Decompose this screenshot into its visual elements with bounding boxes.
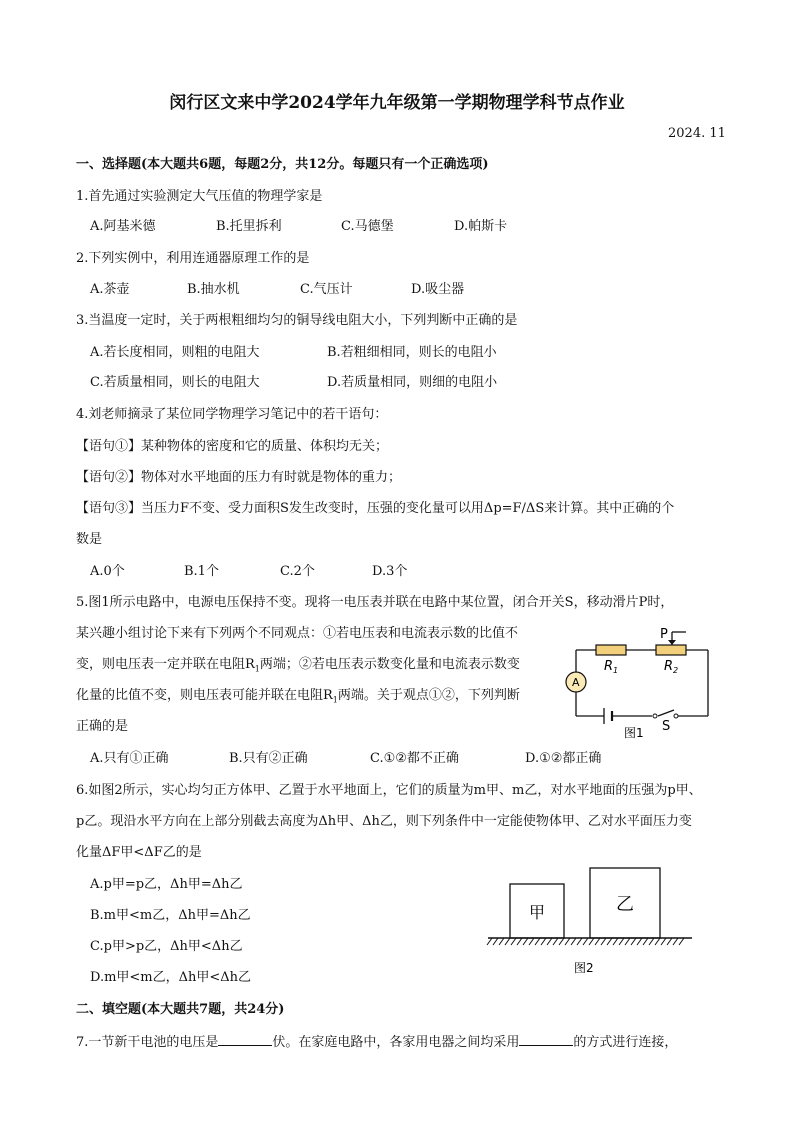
label-r2: $R_2$ — [664, 659, 679, 675]
resistor-r2 — [656, 645, 686, 655]
figure-1-circuit — [556, 624, 726, 744]
question-1-stem: 1.首先通过实验测定大气压值的物理学家是 — [76, 189, 323, 204]
hatch-mark — [553, 938, 558, 945]
q5-option-a: A.只有①正确 — [90, 751, 169, 766]
q4-statement-1: 【语句①】某种物体的密度和它的质量、体积均无关； — [76, 439, 389, 454]
hatch-mark — [637, 938, 642, 945]
question-4-stem: 4.刘老师摘录了某位同学物理学习笔记中的若干语句： — [76, 407, 388, 422]
hatch-mark — [601, 938, 606, 945]
figure-2-caption: 图2 — [574, 961, 594, 975]
q4-statement-3-cont: 数是 — [76, 532, 103, 547]
label-p: P — [660, 627, 668, 642]
q5-option-d: D.①②都正确 — [525, 751, 602, 766]
date-label: 2024. 11 — [668, 126, 726, 141]
q4-option-d: D.3个 — [372, 564, 408, 579]
q6-option-c: C.p甲>p乙，Δh甲<Δh乙 — [90, 939, 243, 954]
q6-option-b: B.m甲<m乙，Δh甲=Δh乙 — [90, 908, 251, 923]
label-ammeter: A — [572, 676, 580, 689]
q2-option-c: C.气压计 — [300, 282, 353, 297]
question-6-line-2: p乙。现沿水平方向在上部分别截去高度为Δh甲、Δh乙，则下列条件中一定能使物体甲、乙对水平面压力变 — [76, 814, 692, 829]
page-title: 闵行区文来中学2024学年九年级第一学期物理学科节点作业 — [169, 93, 625, 113]
q1-option-b: B.托里拆利 — [216, 219, 282, 234]
q4-option-a: A.0个 — [90, 564, 125, 579]
q1-option-c: C.马德堡 — [341, 219, 394, 234]
label-yi: 乙 — [616, 894, 634, 915]
q2-option-a: A.茶壶 — [90, 282, 130, 297]
blank-1[interactable] — [218, 1033, 272, 1046]
section-2-heading: 二、填空题(本大题共7题，共24分) — [76, 1002, 285, 1017]
hatch-mark — [583, 938, 588, 945]
question-5-line-4: 化量的比值不变，则电压表可能并联在电阻$R_1$两端。关于观点①②，下列判断 — [76, 688, 520, 705]
hatch-mark — [517, 938, 522, 945]
hatch-mark — [511, 938, 516, 945]
q6-option-d: D.m甲<m乙，Δh甲<Δh乙 — [90, 970, 252, 985]
hatch-mark — [673, 938, 678, 945]
q1-option-d: D.帕斯卡 — [454, 219, 508, 234]
q2-option-b: B.抽水机 — [187, 282, 240, 297]
q3-option-b: B.若粗细相同，则长的电阻小 — [327, 345, 497, 360]
hatch-mark — [523, 938, 528, 945]
hatch-mark — [643, 938, 648, 945]
hatch-mark — [505, 938, 510, 945]
label-jia: 甲 — [528, 903, 546, 922]
question-3-stem: 3.当温度一定时，关于两根粗细均匀的铜导线电阻大小，下列判断中正确的是 — [76, 313, 518, 328]
label-r1: $R_1$ — [604, 659, 619, 675]
hatch-mark — [667, 938, 672, 945]
hatch-mark — [541, 938, 546, 945]
blank-2[interactable] — [519, 1033, 573, 1046]
hatch-mark — [499, 938, 504, 945]
question-6-line-3: 化量ΔF甲<ΔF乙的是 — [76, 845, 202, 860]
q4-statement-2: 【语句②】物体对水平地面的压力有时就是物体的重力； — [76, 470, 402, 485]
ground-hatching — [487, 938, 684, 945]
hatch-mark — [595, 938, 600, 945]
question-5-line-5: 正确的是 — [76, 719, 129, 734]
label-switch: S — [662, 719, 671, 734]
hatch-mark — [661, 938, 666, 945]
slider-arrow — [668, 640, 676, 645]
q4-option-b: B.1个 — [184, 564, 219, 579]
resistor-r1 — [596, 645, 626, 655]
q2-option-d: D.吸尘器 — [411, 282, 465, 297]
hatch-mark — [655, 938, 660, 945]
hatch-mark — [487, 938, 492, 945]
q3-option-d: D.若质量相同，则细的电阻小 — [327, 375, 498, 390]
q5-option-c: C.①②都不正确 — [370, 751, 459, 766]
q6-option-a: A.p甲=p乙，Δh甲=Δh乙 — [90, 877, 243, 892]
q4-statement-3: 【语句③】当压力F不变、受力面积S发生改变时，压强的变化量可以用Δp=F/ΔS来计算。其中正确的个 — [76, 501, 675, 516]
question-5-line-3: 变，则电压表一定并联在电阻$R_1$两端；②若电压表示数变化量和电流表示数变 — [76, 657, 520, 674]
q1-option-a: A.阿基米德 — [90, 219, 156, 234]
q3-option-a: A.若长度相同，则粗的电阻大 — [90, 345, 260, 360]
hatch-mark — [625, 938, 630, 945]
q3-option-c: C.若质量相同，则长的电阻大 — [90, 375, 260, 390]
question-7-line-1: 7.一节新干电池的电压是 伏。在家庭电路中，各家用电器之间均采用 的方式进行连接， — [76, 1035, 678, 1050]
hatch-mark — [559, 938, 564, 945]
hatch-mark — [613, 938, 618, 945]
hatch-mark — [493, 938, 498, 945]
figure-1-caption: 图1 — [624, 726, 644, 740]
q5-option-b: B.只有②正确 — [229, 751, 308, 766]
question-5-line-2: 某兴趣小组讨论下来有下列两个不同观点：①若电压表和电流表示数的比值不 — [76, 626, 519, 641]
question-5-line-1: 5.图1所示电路中，电源电压保持不变。现将一电压表并联在电路中某位置，闭合开关S，移动滑片P时， — [76, 595, 674, 610]
question-6-line-1: 6.如图2所示，实心均匀正方体甲、乙置于水平地面上，它们的质量为m甲、m乙，对水平地面的压强为p甲、 — [76, 783, 702, 798]
hatch-mark — [565, 938, 570, 945]
hatch-mark — [631, 938, 636, 945]
figure-2-blocks — [484, 862, 696, 980]
hatch-mark — [649, 938, 654, 945]
hatch-mark — [571, 938, 576, 945]
q4-option-c: C.2个 — [280, 564, 315, 579]
hatch-mark — [535, 938, 540, 945]
hatch-mark — [619, 938, 624, 945]
hatch-mark — [607, 938, 612, 945]
question-2-stem: 2.下列实例中，利用连通器原理工作的是 — [76, 251, 310, 266]
hatch-mark — [679, 938, 684, 945]
hatch-mark — [589, 938, 594, 945]
hatch-mark — [529, 938, 534, 945]
hatch-mark — [577, 938, 582, 945]
section-1-heading: 一、选择题(本大题共6题，每题2分，共12分。每题只有一个正确选项) — [76, 157, 489, 172]
hatch-mark — [547, 938, 552, 945]
